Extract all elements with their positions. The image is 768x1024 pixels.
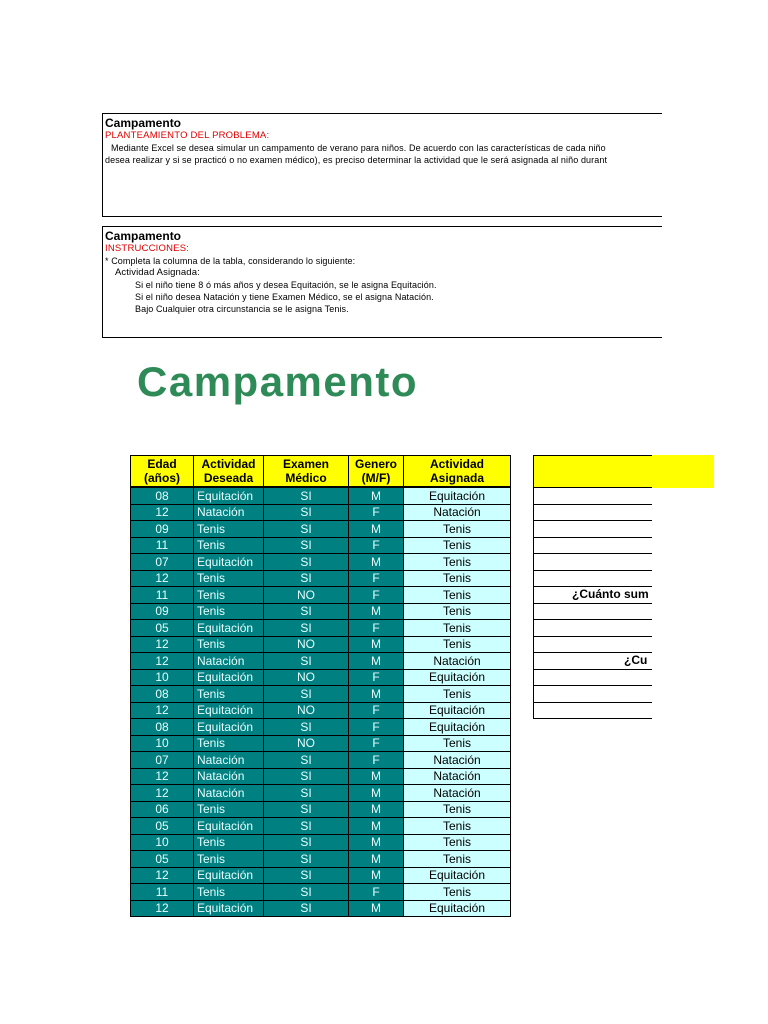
cell-genero[interactable]: F — [349, 570, 404, 587]
cell-actividad-deseada[interactable]: Equitación — [194, 554, 264, 571]
header-actividad-asignada[interactable] — [404, 456, 511, 488]
cell-actividad-asignada[interactable]: Tenis — [404, 884, 511, 901]
cell-actividad-deseada[interactable]: Tenis — [194, 570, 264, 587]
cell-genero[interactable]: M — [349, 603, 404, 620]
cell-edad[interactable]: 12 — [131, 570, 194, 587]
cell-genero[interactable]: M — [349, 851, 404, 868]
cell-examen-medico[interactable]: NO — [264, 702, 349, 719]
cell-edad[interactable]: 12 — [131, 768, 194, 785]
cell-genero[interactable]: M — [349, 521, 404, 538]
instructions-line-3: Si el niño tiene 8 ó más años y desea Equitación, se le asigna Equitación. — [135, 280, 437, 290]
cell-edad[interactable]: 12 — [131, 636, 194, 653]
table-row — [131, 735, 511, 752]
cell-genero[interactable]: F — [349, 587, 404, 604]
cell-actividad-deseada[interactable]: Tenis — [194, 537, 264, 554]
cell-actividad-asignada[interactable]: Tenis — [404, 570, 511, 587]
header-genero-line1: Genero — [354, 457, 397, 471]
cell-actividad-deseada[interactable]: Tenis — [194, 603, 264, 620]
table-row — [131, 603, 511, 620]
cell-examen-medico[interactable]: SI — [264, 834, 349, 851]
cell-edad[interactable]: 06 — [131, 801, 194, 818]
cell-edad[interactable]: 05 — [131, 851, 194, 868]
cell-edad[interactable]: 11 — [131, 884, 194, 901]
side-row[interactable] — [533, 686, 652, 703]
cell-genero[interactable]: M — [349, 768, 404, 785]
cell-examen-medico[interactable]: SI — [264, 719, 349, 736]
cell-actividad-asignada[interactable]: Equitación — [404, 669, 511, 686]
side-panel — [533, 455, 652, 719]
cell-genero[interactable]: M — [349, 785, 404, 802]
cell-genero[interactable]: F — [349, 702, 404, 719]
table-row — [131, 587, 511, 604]
cell-genero[interactable]: M — [349, 636, 404, 653]
cell-actividad-asignada[interactable]: Tenis — [404, 735, 511, 752]
cell-examen-medico[interactable]: SI — [264, 884, 349, 901]
cell-actividad-asignada[interactable]: Tenis — [404, 537, 511, 554]
header-examen-medico-line1: Examen — [282, 457, 330, 471]
cell-actividad-deseada[interactable]: Natación — [194, 653, 264, 670]
cell-edad[interactable]: 12 — [131, 653, 194, 670]
instructions-line-2: Actividad Asignada: — [115, 267, 200, 278]
header-actividad-deseada-line1: Actividad — [201, 457, 256, 471]
cell-genero[interactable]: M — [349, 867, 404, 884]
cell-genero[interactable]: F — [349, 620, 404, 637]
header-genero-line2: (M/F) — [361, 471, 391, 485]
table-row — [131, 834, 511, 851]
cell-examen-medico[interactable]: SI — [264, 686, 349, 703]
cell-actividad-asignada[interactable]: Tenis — [404, 554, 511, 571]
cell-edad[interactable]: 10 — [131, 735, 194, 752]
cell-actividad-deseada[interactable]: Tenis — [194, 521, 264, 538]
cell-actividad-asignada[interactable]: Equitación — [404, 867, 511, 884]
cell-edad[interactable]: 08 — [131, 487, 194, 504]
cell-actividad-deseada[interactable]: Equitación — [194, 900, 264, 917]
table-body — [131, 487, 511, 917]
table-row — [131, 554, 511, 571]
cell-actividad-asignada[interactable]: Equitación — [404, 719, 511, 736]
cell-examen-medico[interactable]: SI — [264, 653, 349, 670]
cell-genero[interactable]: M — [349, 801, 404, 818]
cell-actividad-deseada[interactable]: Equitación — [194, 669, 264, 686]
header-edad-line2: (años) — [144, 471, 180, 485]
side-row[interactable] — [533, 538, 652, 555]
cell-actividad-deseada[interactable]: Equitación — [194, 867, 264, 884]
cell-edad[interactable]: 08 — [131, 719, 194, 736]
cell-edad[interactable]: 12 — [131, 867, 194, 884]
table-row — [131, 653, 511, 670]
cell-actividad-deseada[interactable]: Equitación — [194, 719, 264, 736]
cell-genero[interactable]: F — [349, 669, 404, 686]
cell-actividad-deseada[interactable]: Natación — [194, 768, 264, 785]
cell-edad[interactable]: 09 — [131, 603, 194, 620]
cell-edad[interactable]: 12 — [131, 900, 194, 917]
cell-actividad-asignada[interactable]: Equitación — [404, 900, 511, 917]
instructions-box — [102, 226, 662, 338]
cell-edad[interactable]: 05 — [131, 620, 194, 637]
table-row — [131, 686, 511, 703]
side-row[interactable] — [533, 620, 652, 637]
cell-examen-medico[interactable]: SI — [264, 851, 349, 868]
header-edad[interactable] — [131, 456, 194, 488]
table-row — [131, 785, 511, 802]
cell-actividad-asignada[interactable]: Natación — [404, 653, 511, 670]
cell-examen-medico[interactable]: SI — [264, 570, 349, 587]
cell-edad[interactable]: 07 — [131, 752, 194, 769]
cell-examen-medico[interactable]: SI — [264, 768, 349, 785]
cell-examen-medico[interactable]: SI — [264, 537, 349, 554]
cell-actividad-asignada[interactable]: Tenis — [404, 686, 511, 703]
cell-examen-medico[interactable]: SI — [264, 752, 349, 769]
cell-actividad-asignada[interactable]: Equitación — [404, 702, 511, 719]
side-row[interactable] — [533, 488, 652, 505]
instructions-box-subtitle: INSTRUCCIONES: — [105, 243, 190, 254]
table-row — [131, 537, 511, 554]
cell-examen-medico[interactable]: SI — [264, 620, 349, 637]
cell-edad[interactable]: 05 — [131, 818, 194, 835]
table-row — [131, 768, 511, 785]
side-row[interactable] — [533, 571, 652, 588]
cell-genero[interactable]: M — [349, 834, 404, 851]
cell-edad[interactable]: 09 — [131, 521, 194, 538]
cell-actividad-deseada[interactable]: Tenis — [194, 834, 264, 851]
side-row[interactable] — [533, 604, 652, 621]
cell-genero[interactable]: F — [349, 504, 404, 521]
table-row — [131, 669, 511, 686]
table-header-row — [131, 456, 511, 488]
problem-line-1: Mediante Excel se desea simular un campamento de verano para niños. De acuerdo con las características de cada niño — [111, 143, 606, 153]
cell-actividad-asignada[interactable]: Tenis — [404, 851, 511, 868]
cell-genero[interactable]: M — [349, 686, 404, 703]
cell-examen-medico[interactable]: SI — [264, 801, 349, 818]
side-panel-header-overflow — [652, 455, 714, 488]
table-row — [131, 702, 511, 719]
cell-edad[interactable]: 10 — [131, 834, 194, 851]
table-row — [131, 867, 511, 884]
cell-actividad-asignada[interactable]: Tenis — [404, 620, 511, 637]
campamento-table — [130, 455, 511, 917]
cell-actividad-asignada[interactable]: Natación — [404, 504, 511, 521]
side-row[interactable] — [533, 521, 652, 538]
table-row — [131, 801, 511, 818]
cell-actividad-asignada[interactable]: Equitación — [404, 487, 511, 504]
header-examen-medico[interactable] — [264, 456, 349, 488]
cell-actividad-deseada[interactable]: Equitación — [194, 620, 264, 637]
cell-genero[interactable]: F — [349, 752, 404, 769]
cell-genero[interactable]: F — [349, 884, 404, 901]
cell-edad[interactable]: 11 — [131, 537, 194, 554]
side-row[interactable] — [533, 637, 652, 654]
cell-genero[interactable]: M — [349, 900, 404, 917]
cell-examen-medico[interactable]: NO — [264, 587, 349, 604]
side-row[interactable] — [533, 670, 652, 687]
cell-edad[interactable]: 12 — [131, 785, 194, 802]
cell-actividad-deseada[interactable]: Natación — [194, 785, 264, 802]
cell-examen-medico[interactable]: SI — [264, 818, 349, 835]
side-question[interactable]: ¿Cu — [533, 653, 652, 670]
cell-edad[interactable]: 10 — [131, 669, 194, 686]
side-panel-header[interactable] — [533, 455, 652, 488]
cell-actividad-asignada[interactable]: Tenis — [404, 636, 511, 653]
table-row — [131, 818, 511, 835]
cell-actividad-asignada[interactable]: Tenis — [404, 603, 511, 620]
cell-actividad-deseada[interactable]: Tenis — [194, 884, 264, 901]
instructions-box-title: Campamento — [105, 229, 182, 243]
cell-actividad-deseada[interactable]: Tenis — [194, 851, 264, 868]
table-row — [131, 884, 511, 901]
cell-actividad-deseada[interactable]: Equitación — [194, 487, 264, 504]
cell-actividad-deseada[interactable]: Tenis — [194, 735, 264, 752]
cell-examen-medico[interactable]: SI — [264, 867, 349, 884]
table-row — [131, 719, 511, 736]
table-row — [131, 521, 511, 538]
cell-actividad-asignada[interactable]: Natación — [404, 768, 511, 785]
cell-genero[interactable]: M — [349, 487, 404, 504]
page-title: Campamento — [137, 358, 419, 405]
problem-box-subtitle: PLANTEAMIENTO DEL PROBLEMA: — [105, 130, 270, 141]
side-panel-rows — [533, 488, 652, 719]
cell-examen-medico[interactable]: NO — [264, 735, 349, 752]
cell-edad[interactable]: 12 — [131, 702, 194, 719]
cell-examen-medico[interactable]: NO — [264, 669, 349, 686]
cell-actividad-deseada[interactable]: Natación — [194, 504, 264, 521]
instructions-line-5: Bajo Cualquier otra circunstancia se le asigna Tenis. — [135, 304, 349, 314]
cell-genero[interactable]: F — [349, 735, 404, 752]
side-row[interactable] — [533, 703, 652, 720]
cell-actividad-asignada[interactable]: Tenis — [404, 801, 511, 818]
table-row — [131, 636, 511, 653]
side-row[interactable] — [533, 554, 652, 571]
side-question[interactable]: ¿Cuánto sum — [533, 587, 652, 604]
cell-actividad-deseada[interactable]: Equitación — [194, 702, 264, 719]
table-row — [131, 620, 511, 637]
cell-examen-medico[interactable]: SI — [264, 900, 349, 917]
cell-examen-medico[interactable]: SI — [264, 504, 349, 521]
cell-actividad-deseada[interactable]: Tenis — [194, 636, 264, 653]
cell-actividad-deseada[interactable]: Tenis — [194, 686, 264, 703]
cell-actividad-asignada[interactable]: Tenis — [404, 818, 511, 835]
table-row — [131, 487, 511, 504]
problem-statement-box — [102, 113, 662, 217]
cell-examen-medico[interactable]: SI — [264, 603, 349, 620]
header-edad-line1: Edad — [147, 457, 177, 471]
cell-edad[interactable]: 07 — [131, 554, 194, 571]
cell-edad[interactable]: 11 — [131, 587, 194, 604]
cell-examen-medico[interactable]: SI — [264, 521, 349, 538]
header-actividad-deseada[interactable] — [194, 456, 264, 488]
cell-genero[interactable]: F — [349, 537, 404, 554]
table-row — [131, 570, 511, 587]
cell-examen-medico[interactable]: SI — [264, 785, 349, 802]
cell-actividad-asignada[interactable]: Natación — [404, 752, 511, 769]
problem-box-title: Campamento — [105, 116, 182, 130]
header-genero[interactable] — [349, 456, 404, 488]
cell-genero[interactable]: F — [349, 719, 404, 736]
problem-line-2: desea realizar y si se practicó o no examen médico), es preciso determinar la actividad que le será asignada al niño durant — [105, 155, 608, 165]
cell-actividad-deseada[interactable]: Equitación — [194, 818, 264, 835]
table-row — [131, 504, 511, 521]
cell-examen-medico[interactable]: SI — [264, 487, 349, 504]
cell-actividad-asignada[interactable]: Tenis — [404, 521, 511, 538]
table-row — [131, 752, 511, 769]
header-actividad-asignada-line2: Asignada — [429, 471, 484, 485]
cell-actividad-asignada[interactable]: Tenis — [404, 834, 511, 851]
cell-genero[interactable]: M — [349, 653, 404, 670]
cell-genero[interactable]: M — [349, 554, 404, 571]
cell-actividad-asignada[interactable]: Natación — [404, 785, 511, 802]
cell-actividad-deseada[interactable]: Natación — [194, 752, 264, 769]
header-examen-medico-line2: Médico — [285, 471, 327, 485]
header-actividad-asignada-line1: Actividad — [429, 457, 484, 471]
cell-actividad-asignada[interactable]: Tenis — [404, 587, 511, 604]
table-row — [131, 900, 511, 917]
cell-edad[interactable]: 12 — [131, 504, 194, 521]
instructions-line-1: * Completa la columna de la tabla, considerando lo siguiente: — [105, 256, 356, 266]
cell-actividad-deseada[interactable]: Tenis — [194, 801, 264, 818]
cell-edad[interactable]: 08 — [131, 686, 194, 703]
table-row — [131, 851, 511, 868]
side-row[interactable] — [533, 505, 652, 522]
cell-examen-medico[interactable]: NO — [264, 636, 349, 653]
instructions-line-4: Si el niño desea Natación y tiene Examen Médico, se el asigna Natación. — [135, 292, 434, 302]
cell-genero[interactable]: M — [349, 818, 404, 835]
cell-actividad-deseada[interactable]: Tenis — [194, 587, 264, 604]
header-actividad-deseada-line2: Deseada — [203, 471, 254, 485]
cell-examen-medico[interactable]: SI — [264, 554, 349, 571]
